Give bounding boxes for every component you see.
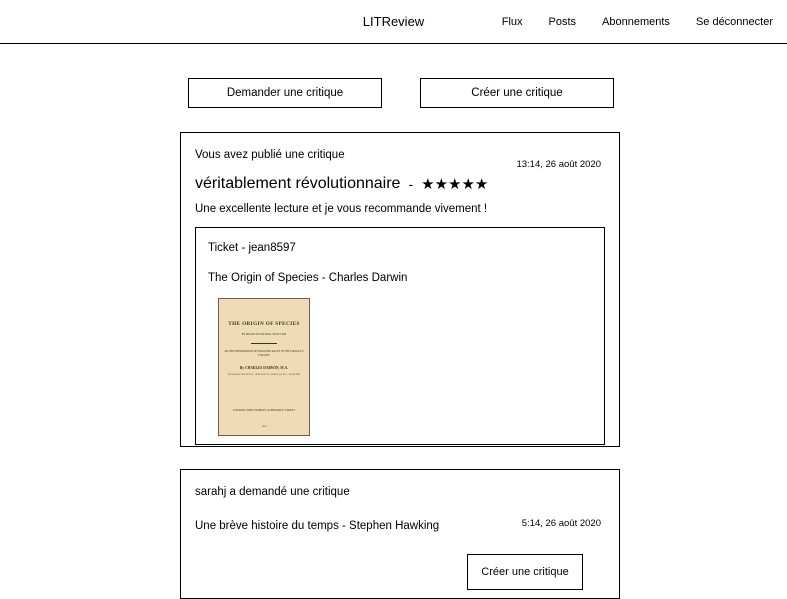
review-post-timestamp: 13:14, 26 août 2020: [516, 159, 601, 170]
cover-subtitle: BY MEANS OF NATURAL SELECTION: [241, 333, 287, 336]
review-title-row: [195, 175, 605, 193]
ticket-box: [195, 227, 605, 445]
create-review-for-request-button[interactable]: Créer une critique: [467, 554, 583, 590]
review-title: véritablement révolutionnaire: [195, 175, 401, 192]
main-content: [0, 44, 787, 599]
main-nav: [502, 16, 787, 28]
request-review-button[interactable]: Demander une critique: [188, 78, 382, 108]
nav-logout[interactable]: Se déconnecter: [695, 15, 773, 28]
request-post-card: [180, 469, 620, 599]
ticket-label: Ticket - jean8597: [208, 242, 296, 254]
cover-author: By CHARLES DARWIN, M.A.: [239, 366, 289, 370]
site-header: [0, 0, 787, 44]
cover-rule: [251, 343, 277, 344]
cover-publisher: LONDON: JOHN MURRAY, ALBEMARLE STREET: [232, 409, 296, 412]
review-post-author-line: Vous avez publié une critique: [195, 149, 345, 161]
nav-abonnements[interactable]: Abonnements: [602, 15, 670, 28]
request-post-timestamp: 5:14, 26 août 2020: [521, 518, 601, 529]
request-post-author-line: sarahj a demandé une critique: [195, 486, 350, 498]
review-body-text: Une excellente lecture et je vous recommande vivement !: [195, 203, 488, 215]
site-brand: LITReview: [362, 14, 425, 29]
nav-posts[interactable]: Posts: [548, 15, 577, 28]
cover-credentials: FELLOW OF THE ROYAL, GEOLOGICAL, LINNÆAN, ETC., SOCIETIES: [227, 374, 301, 376]
review-post-card: [180, 132, 620, 447]
ticket-book-title: The Origin of Species - Charles Darwin: [208, 272, 408, 284]
cover-title: THE ORIGIN OF SPECIES: [228, 321, 300, 327]
feed-list: [180, 132, 620, 599]
book-cover-image: [218, 298, 310, 436]
cover-middle-text: OR THE PRESERVATION OF FAVOURED RACES IN THE STRUGGLE FOR LIFE: [224, 350, 304, 357]
action-buttons-row: [0, 44, 787, 108]
cover-year: 1859: [261, 425, 267, 428]
review-title-separator: -: [408, 176, 414, 192]
rating-stars: ★★★★★: [421, 176, 489, 193]
request-button-wrap: [195, 554, 605, 590]
nav-flux[interactable]: Flux: [501, 15, 523, 28]
create-review-button[interactable]: Créer une critique: [420, 78, 614, 108]
request-book-title: Une brève histoire du temps - Stephen Hawking: [195, 520, 440, 532]
